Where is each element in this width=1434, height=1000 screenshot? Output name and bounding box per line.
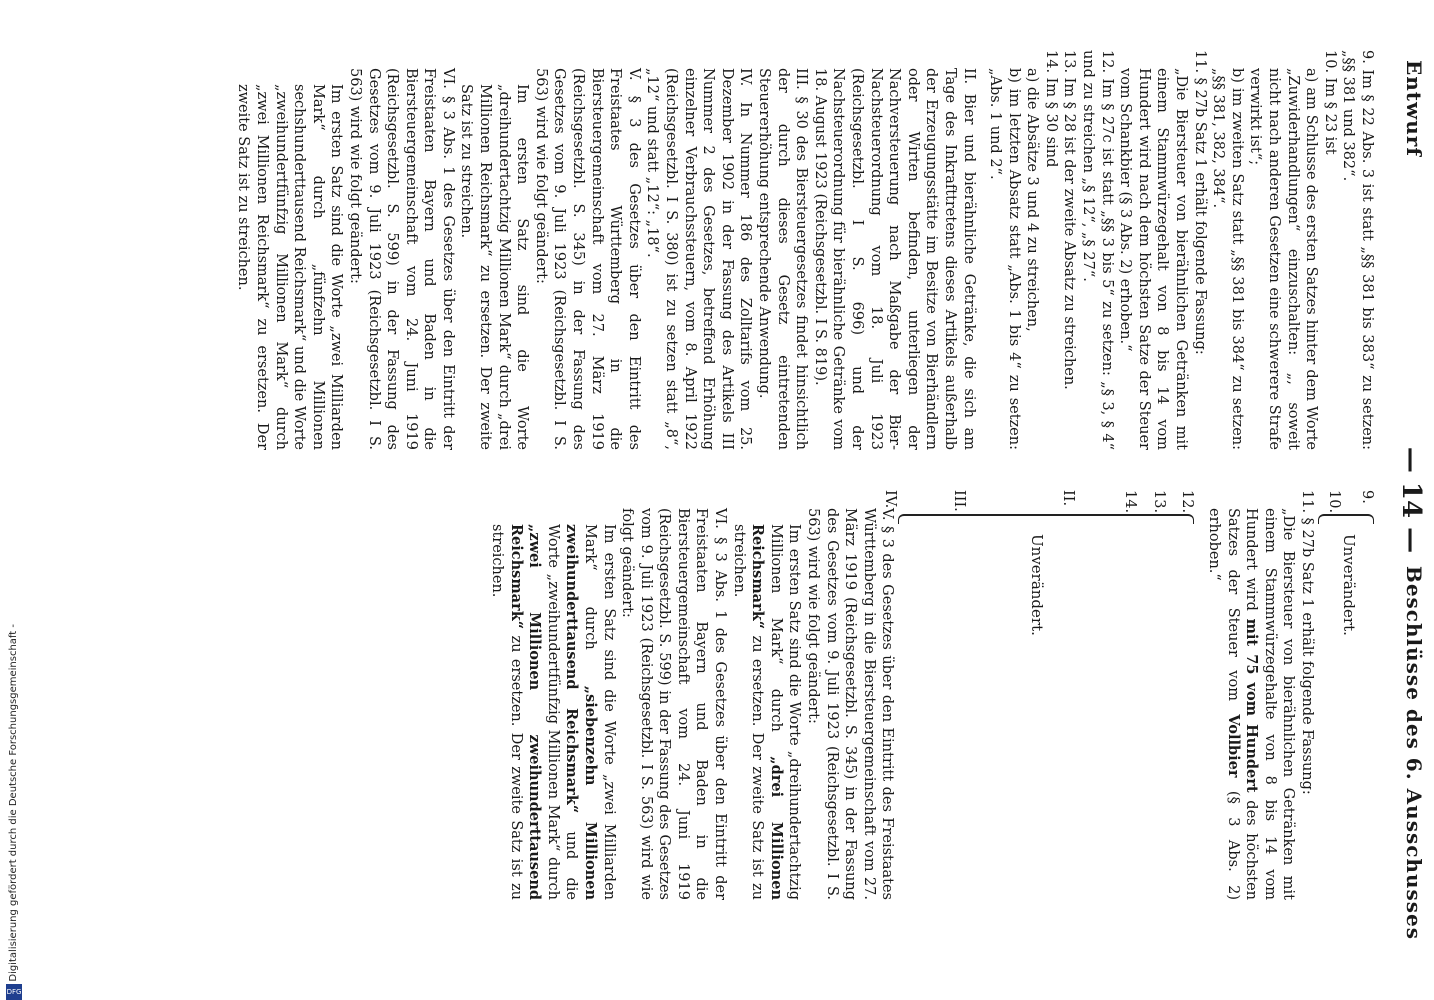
unchanged-label-b: Unverändert. [1028, 534, 1047, 636]
item-9: 9. Im § 22 Abs. 3 ist statt „§§ 381 bis 383“ zu setzen: „§§ 381 und 382“. [1340, 50, 1375, 450]
item-10b: b) im zweiten Satz statt „§§ 381 bis 384“ zu setzen: „§§ 381, 382, 384“. [1210, 68, 1245, 450]
text-part: und die Worte „zweihundertfünfzig Millionen Mark“ durch [544, 524, 580, 900]
number-13: 13. [1150, 490, 1167, 514]
number-ii: II. [1059, 490, 1076, 507]
number-10: 10. [1326, 490, 1343, 514]
item-14a: a) die Absätze 3 und 4 zu streichen, [1024, 68, 1041, 332]
section-ii: II. Bier und bierähnliche Getränke, die sich am Tage des Inkrafttretens dieses Artikels außerhalb der Erzeugungsstätte im Besitze von Bierhändlern oder Wirten befinden, unterliegen der Nachversteuerung nach Maßgabe der Bier-Nachsteuerordnung vom 18. Juli 1923 (Reichsgesetzbl. I S. 696) und der Nachsteuerordnung für bierähnliche Getränke vom 18. August 1923 (Reichsgesetzbl. I S. 819). [811, 68, 977, 450]
item-14b: b) im letzten Absatz statt „Abs. 1 bis 4“ zu setzen: „Abs. 1 und 2“. [987, 68, 1022, 450]
item-11: 11. § 27b Satz 1 erhält folgende Fassung: [1191, 50, 1208, 355]
dfg-logo: DFG [6, 984, 22, 1000]
header-beschluesse: Beschlüsse des 6. Ausschusses [1402, 565, 1426, 940]
text-part: zu ersetzen. Der zweite Satz ist zu streichen. [488, 524, 524, 900]
brace [1318, 514, 1374, 524]
section-v-text: Im ersten Satz sind die Worte „dreihundertachtzig Millionen Mark“ durch „drei Millionen Reichsmark“ zu ersetzen. Der zweite Satz ist zu streichen. [458, 84, 531, 450]
section-v: V. § 3 des Gesetzes über den Eintritt des Freistaates Württemberg in die Biersteuergemeinschaft vom 27. März 1919 (Reichsgesetzbl. S. 345) in der Fassung des Gesetzes vom 9. Juli 1923 (Reichsgesetzbl. I S. 563) wird wie folgt geändert: [532, 68, 642, 450]
item-14: 14. Im § 30 sind [1042, 50, 1059, 168]
item-11-right: 11. § 27b Satz 1 erhält folgende Fassung: [1299, 490, 1315, 795]
unchanged-block-9-10 [1316, 490, 1376, 900]
text-part: Im ersten Satz sind die Worte „dreihundertachtzig Millionen Mark“ durch [767, 524, 803, 900]
item-11-quote: „Die Biersteuer von bierähnlichen Getränken mit einem Stammwürzegehalt von 8 bis 14 vom Hundert wird nach dem höchsten Satze der Steuer vom Schankbier (§ 3 Abs. 2) erhoben.“ [1117, 68, 1190, 450]
section-vi-text: Im ersten Satz sind die Worte „zwei Milliarden Mark“ durch „fünfzehn Millionen sechshunderttausend Reichsmark“ und die Worte „zweihundertfünfzig Millionen Mark“ durch „zwei Millionen Reichsmark“ zu ersetzen. Der zweite Satz ist zu streichen. [235, 84, 345, 450]
item-12: 12. Im § 27c ist statt „§§ 3 bis 5“ zu setzen: „§ 3, § 4“ und zu streichen „§ 12“, „§ 27“. [1080, 50, 1115, 450]
section-iii: III. § 30 des Biersteuergesetzes findet hinsichtlich der durch dieses Gesetz eintretenden Steuererhöhung entsprechende Anwendung. [756, 68, 810, 450]
page-header [1386, 60, 1426, 940]
item-10a: a) am Schlusse des ersten Satzes hinter dem Worte „Zuwiderhandlungen“ einzuschalten: „, soweit nicht nach anderen Gesetzen eine schwerere Strafe verwirkt ist“; [1247, 68, 1320, 450]
column-beschluesse [487, 490, 1376, 900]
number-iv: IV. [882, 490, 899, 509]
number-9: 9. [1359, 490, 1375, 504]
text-part: zu ersetzen. Der zweite Satz ist zu streichen. [730, 524, 766, 900]
bold-amount: „siebenzehn Millionen zweihunderttausend Reichsmark“ [563, 524, 599, 900]
number-14: 14. [1122, 490, 1139, 514]
header-entwurf: Entwurf [1402, 60, 1426, 157]
section-vi-right: VI. § 3 Abs. 1 des Gesetzes über den Eintritt der Freistaaten Bayern und Baden in die Biersteuergemeinschaft vom 24. Juni 1919 (Reichsgesetzbl. S. 599) in der Fassung des Gesetzes vom 9. Juli 1923 (Reichsgesetzbl. I S. 563) wird wie folgt geändert: [619, 508, 729, 900]
item-10: 10. Im § 23 ist [1321, 50, 1338, 155]
quote-bold-percentage: mit 75 vom Hundert [1243, 618, 1261, 793]
bold-amount: „drei Millionen Reichsmark“ [749, 524, 785, 900]
number-iii: III. [951, 490, 968, 512]
section-iv: IV. In Nummer 186 des Zolltarifs vom 25. Dezember 1902 in der Fassung des Artikels III Nummer 2 des Gesetzes, betreffend Erhöhung einzelner Verbrauchssteuern, vom 8. April 1922 (Reichsgesetzbl. I S. 380) ist zu setzen statt „8“, „12“ und statt „12“: „18“. [644, 68, 754, 450]
item-13: 13. Im § 28 ist der zweite Absatz zu streichen. [1061, 50, 1078, 390]
column-entwurf [234, 50, 1376, 450]
unchanged-label-a: Unverändert. [1340, 534, 1358, 636]
unchanged-numbers-b [881, 490, 1197, 513]
bold-amount: „zwei Millionen zweihunderttausend Reichsmark“ [507, 524, 544, 900]
unchanged-numbers-a [1325, 490, 1376, 513]
quote-bold-vollbier: Vollbier [1224, 714, 1242, 778]
digitization-note-text: Digitalisierung gefördert durch die Deutsche Forschungsgemeinschaft - [8, 624, 19, 982]
brace [898, 514, 1194, 524]
section-vi: VI. § 3 Abs. 1 des Gesetzes über den Eintritt der Freistaaten Bayern und Baden in die Biersteuergemeinschaft vom 24. Juni 1919 (Reichsgesetzbl. S. 599) in der Fassung des Gesetzes vom 9. Juli 1923 (Reichsgesetzbl. I S. 563) wird wie folgt geändert: [346, 68, 456, 450]
item-11-quote-right [1204, 490, 1297, 900]
page-number: — 14 — [1396, 446, 1426, 554]
quote-part: „Die Biersteuer von bierähnlichen Getränken mit einem Stammwürzegehalte von 8 bis 14 vom Hundert wird [1243, 508, 1297, 900]
section-v-text-right [729, 490, 803, 900]
number-12: 12. [1179, 490, 1196, 514]
section-vi-text-right [487, 490, 617, 900]
unchanged-block-12-iv [882, 490, 1196, 900]
quote-part: des höchsten Satzes der Steuer vom [1224, 508, 1260, 900]
quote-part: (§ 3 Abs. 2) erhoben.“ [1206, 508, 1241, 900]
text-part: Im ersten Satz sind die Worte „zwei Milliarden Mark“ durch [581, 524, 617, 900]
section-v-right: V. § 3 des Gesetzes über den Eintritt des Freistaates Württemberg in die Biersteuergemeinschaft vom 27. März 1919 (Reichsgesetzbl. S. 345) in der Fassung des Gesetzes vom 9. Juli 1923 (Reichsgesetzbl. I S. 563) wird wie folgt geändert: [805, 508, 896, 900]
